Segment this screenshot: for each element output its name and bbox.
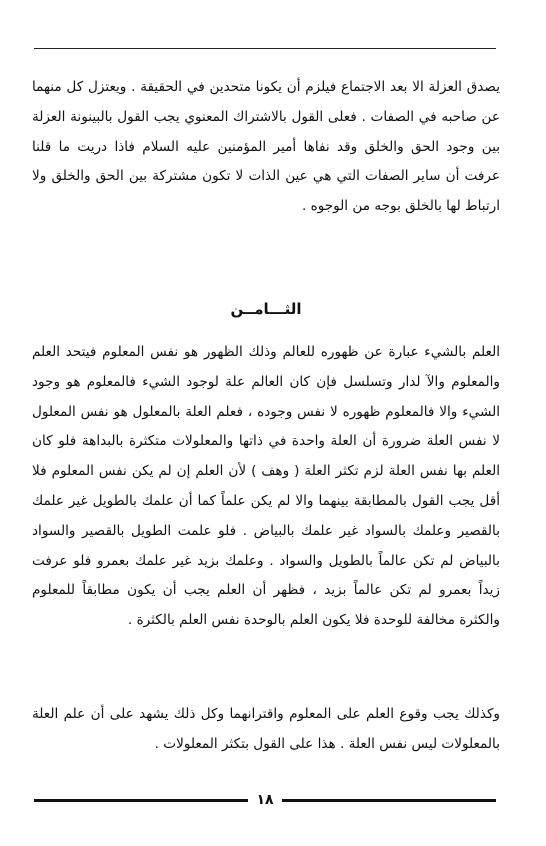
paragraph-text: العلم بالشيء عبارة عن ظهوره للعالم وذلك الظهور هو نفس المعلوم فيتحد العلم والمعلوم والآ لدار وتسلسل فإن كان العالم علة لوجود الشيء فالمعلوم هو وجود الشيء والا فالمعلوم ظهوره لا نفس وجوده ، فعلم العلة بالمعلول هو نفس المعلول لا نفس العلة ضرورة أن العلة واحدة في ذاتها والمعلولات متكثرة بالبداهة فلو كان العلم بها نفس العلة لزم تكثر العلة ( وهف ) لأن العلم إن لم يكن نفس المعلوم فلا أقل يجب القول بالمطابقة بينهما والا لم يكن علماً كما أن علمك بالطويل غير علمك بالقصير وعلمك بالسواد غير علمك بالبياض . فلو علمت الطويل بالقصير والسواد بالبياض لم تكن عالماً بالطويل والسواد . وعلمك بزيد غير علمك بعمرو فلو عرفت زيداً بعمرو لم تكن عالماً بزيد ، فظهر أن العلم يجب أن يكون مطابقاً للمعلوم والكثرة مخالفة للوحدة فلا يكون العلم بالوحدة نفس العلم بالكثرة . [32,344,500,629]
header-rule [34,48,496,49]
paragraph-text: يصدق العزلة الا بعد الاجتماع فيلزم أن يكونا متحدين في الحقيقة . ويعتزل كل منهما عن صاحبه في الصفات . فعلى القول بالاشتراك المعنوي يجب القول بالبينونة العزلة بين وجود الحق والخلق وقد نفاها أمير المؤمنين عليه السلام فاذا دريت ما قلنا عرفت أن ساير الصفات التي هي عين الذات لا تكون مشتركة بين الحق والخلق ولا ارتباط لها بالخلق بوجه من الوجوه . [32,79,500,215]
footer-rule-left [34,799,248,802]
paragraph-main [32,338,500,636]
footer-rule-right [282,799,496,802]
page-footer [34,788,496,812]
paragraph-text: وكذلك يجب وقوع العلم على المعلوم واقترانهما وكل ذلك يشهد على أن علم العلة بالمعلولات ليس نفس العلة . هذا على القول بتكثر المعلولات . [32,706,500,752]
page-number: ١٨ [256,792,274,808]
paragraph-continued [32,73,500,222]
section-heading: الثـــامــن [230,300,302,318]
paragraph-closing [32,700,500,760]
